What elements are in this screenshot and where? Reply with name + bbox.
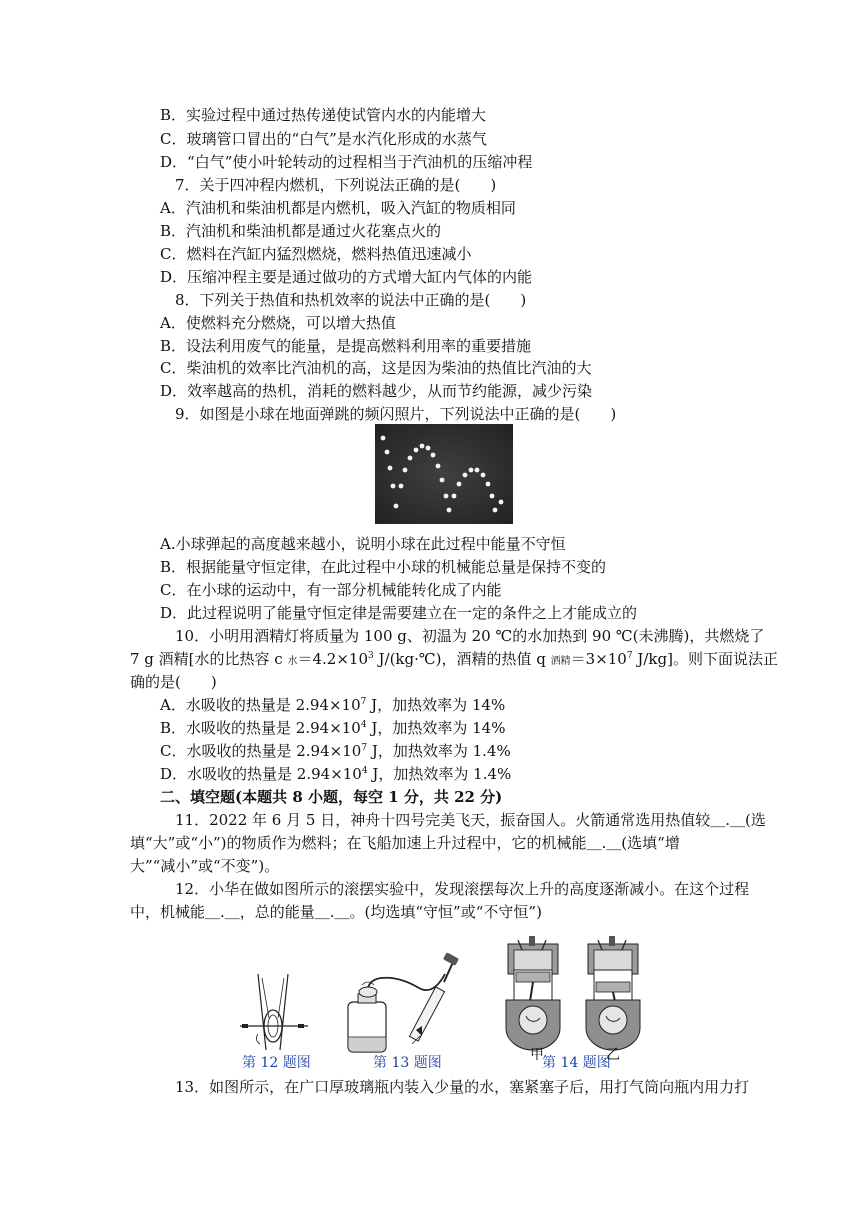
q8-option-d: D．效率越高的热机，消耗的燃料越少，从而节约能源，减少污染 [160, 382, 593, 400]
fig14-engine-drawing [500, 934, 646, 1052]
q6-option-c: C．玻璃管口冒出的“白气”是水汽化形成的水蒸气 [160, 130, 487, 148]
q8-option-a: A．使燃料充分燃烧，可以增大热值 [160, 314, 396, 332]
fig12-caption: 第 12 题图 [242, 1055, 311, 1071]
q9-option-a: A.小球弹起的高度越来越小，说明小球在此过程中能量不守恒 [160, 535, 566, 553]
q6-option-d: D．“白气”使小叶轮转动的过程相当于汽油机的压缩冲程 [160, 153, 533, 171]
q10-option-d: D．水吸收的热量是 $2.94\times 10^4$ J，加热效率为 1.4% [160, 765, 512, 783]
q12-line-1: 12．小华在做如图所示的滚摆实验中，发现滚摆每次上升的高度逐渐减小。在这个过程 [175, 880, 750, 898]
q10-line-1: 10．小明用酒精灯将质量为 100 g、初温为 20 ℃的水加热到 90 ℃(未沸腾)，共燃烧了 [175, 627, 765, 645]
q9-option-c: C．在小球的运动中，有一部分机械能转化成了内能 [160, 581, 502, 599]
q7-option-c: C．燃料在汽缸内猛烈燃烧，燃料热值迅速减小 [160, 245, 472, 263]
q9-option-b: B．根据能量守恒定律，在此过程中小球的机械能总量是保持不变的 [160, 558, 607, 576]
q7-option-a: A．汽油机和柴油机都是内燃机，吸入汽缸的物质相同 [160, 199, 516, 217]
q7-stem: 7．关于四冲程内燃机，下列说法正确的是( ) [175, 176, 497, 194]
q11-line-3: 大”“减小”或“不变”)。 [130, 857, 280, 875]
fig14-label-jia: 甲 [530, 1047, 544, 1063]
q10-option-b: B．水吸收的热量是 $2.94\times 10^4$ J，加热效率为 14% [160, 719, 506, 737]
q12-line-2: 中，机械能＿.＿，总的能量＿.＿。(均选填“守恒”或“不守恒”) [130, 903, 542, 921]
q10-option-a: A．水吸收的热量是 $2.94\times 10^7$ J，加热效率为 14% [160, 696, 506, 714]
fig12-pendulum-drawing [236, 972, 312, 1052]
q8-stem: 8．下列关于热值和热机效率的说法中正确的是( ) [175, 291, 527, 309]
fig13-bottle-pump-drawing [340, 952, 462, 1054]
q13-line-1: 13．如图所示，在广口厚玻璃瓶内装入少量的水，塞紧塞子后，用打气筒向瓶内用力打 [175, 1078, 750, 1096]
q9-option-d: D．此过程说明了能量守恒定律是需要建立在一定的条件之上才能成立的 [160, 604, 638, 622]
fig14-caption: 第 14 题图 [542, 1055, 611, 1071]
q7-option-b: B．汽油机和柴油机都是通过火花塞点火的 [160, 222, 442, 240]
q8-option-c: C．柴油机的效率比汽油机的高，这是因为柴油的热值比汽油的大 [160, 359, 592, 377]
bouncing-ball-photo [375, 424, 513, 524]
fig14-label-yi: 乙 [606, 1047, 620, 1063]
q11-line-2: 填“大”或“小”)的物质作为燃料；在飞船加速上升过程中，它的机械能＿.＿(选填“增 [130, 834, 680, 852]
q10-option-c: C．水吸收的热量是 $2.94\times 10^7$ J，加热效率为 1.4% [160, 742, 511, 760]
q10-line-3: 确的是( ) [130, 673, 217, 691]
q7-option-d: D．压缩冲程主要是通过做功的方式增大缸内气体的内能 [160, 268, 533, 286]
fig13-caption: 第 13 题图 [373, 1055, 442, 1071]
q6-option-b: B．实验过程中通过热传递使试管内水的内能增大 [160, 106, 487, 124]
section-heading: 二、填空题(本题共 8 小题，每空 1 分，共 22 分) [160, 788, 503, 806]
q11-line-1: 11．2022 年 6 月 5 日，神舟十四号完美飞天，振奋国人。火箭通常选用热值较＿.＿(选 [175, 811, 766, 829]
q10-line-2: 7 g 酒精[水的比热容 c 水$=4.2\times 10^3$ J/(kg·℃)，酒精的热值 q 酒精$=3\times 10^7$ J/kg]。则下面说法正 [130, 650, 778, 668]
q8-option-b: B．设法利用废气的能量，是提高燃料利用率的重要措施 [160, 337, 532, 355]
q9-stem: 9．如图是小球在地面弹跳的频闪照片，下列说法中正确的是( ) [175, 405, 617, 423]
